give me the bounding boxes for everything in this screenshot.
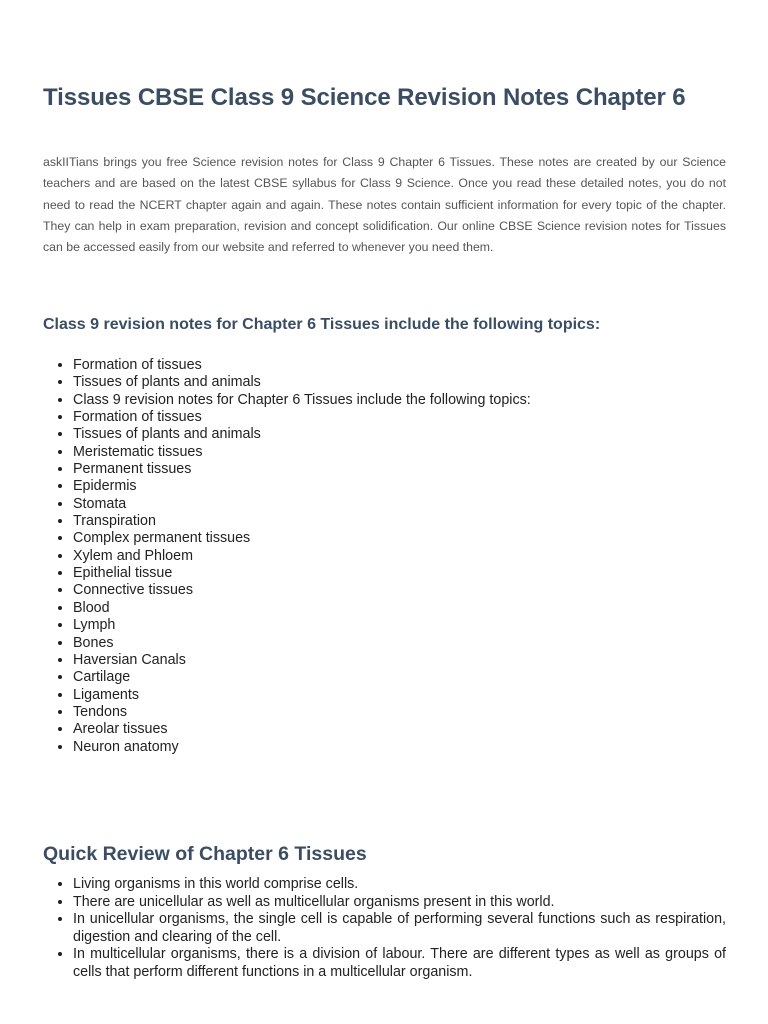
topic-item: • Meristematic tissues (73, 444, 531, 461)
topic-item: • Xylem and Phloem (73, 548, 531, 565)
topic-item: • Tissues of plants and animals (73, 374, 531, 391)
topic-item: • Epidermis (73, 478, 531, 495)
topic-item: • Bones (73, 635, 531, 652)
intro-paragraph: askIITians brings you free Science revision notes for Class 9 Chapter 6 Tissues. These notes are created by our Science teachers and are based on the latest CBSE syllabus for Class 9 Science. Once you read these detailed notes, you do not need to read the NCERT chapter again and again. These notes contain sufficient information for every topic of the chapter. They can help in exam preparation, revision and concept solidification. Our online CBSE Science revision notes for Tissues can be accessed easily from our website and referred to whenever you need them. (43, 155, 726, 255)
topic-item: • Formation of tissues (73, 357, 531, 374)
review-list (43, 876, 726, 981)
topic-item: • Stomata (73, 496, 531, 513)
topic-item: • Ligaments (73, 687, 531, 704)
topic-item: • Transpiration (73, 513, 531, 530)
page-title: Tissues CBSE Class 9 Science Revision Notes Chapter 6 (43, 84, 686, 111)
topic-item: • Connective tissues (73, 582, 531, 599)
topic-item: • Tendons (73, 704, 531, 721)
review-item: • In unicellular organisms, the single cell is capable of performing several functions such as respiration, digestion and clearing of the cell. (73, 911, 726, 946)
topics-list (43, 357, 531, 756)
topic-item: • Cartilage (73, 669, 531, 686)
topic-item: • Tissues of plants and animals (73, 426, 531, 443)
topic-item: • Class 9 revision notes for Chapter 6 Tissues include the following topics: (73, 392, 531, 409)
topic-item: • Epithelial tissue (73, 565, 531, 582)
topic-item: • Neuron anatomy (73, 739, 531, 756)
topic-item: • Formation of tissues (73, 409, 531, 426)
topics-heading: Class 9 revision notes for Chapter 6 Tissues include the following topics: (43, 316, 601, 333)
topic-item: • Blood (73, 600, 531, 617)
topic-item: • Lymph (73, 617, 531, 634)
topic-item: • Areolar tissues (73, 721, 531, 738)
review-item: • In multicellular organisms, there is a division of labour. There are different types as well as groups of cells that perform different functions in a multicellular organism. (73, 946, 726, 981)
topic-item: • Permanent tissues (73, 461, 531, 478)
review-item: • Living organisms in this world comprise cells. (73, 876, 726, 894)
topic-item: • Haversian Canals (73, 652, 531, 669)
review-item: • There are unicellular as well as multicellular organisms present in this world. (73, 894, 726, 912)
topic-item: • Complex permanent tissues (73, 530, 531, 547)
review-heading: Quick Review of Chapter 6 Tissues (43, 843, 367, 865)
